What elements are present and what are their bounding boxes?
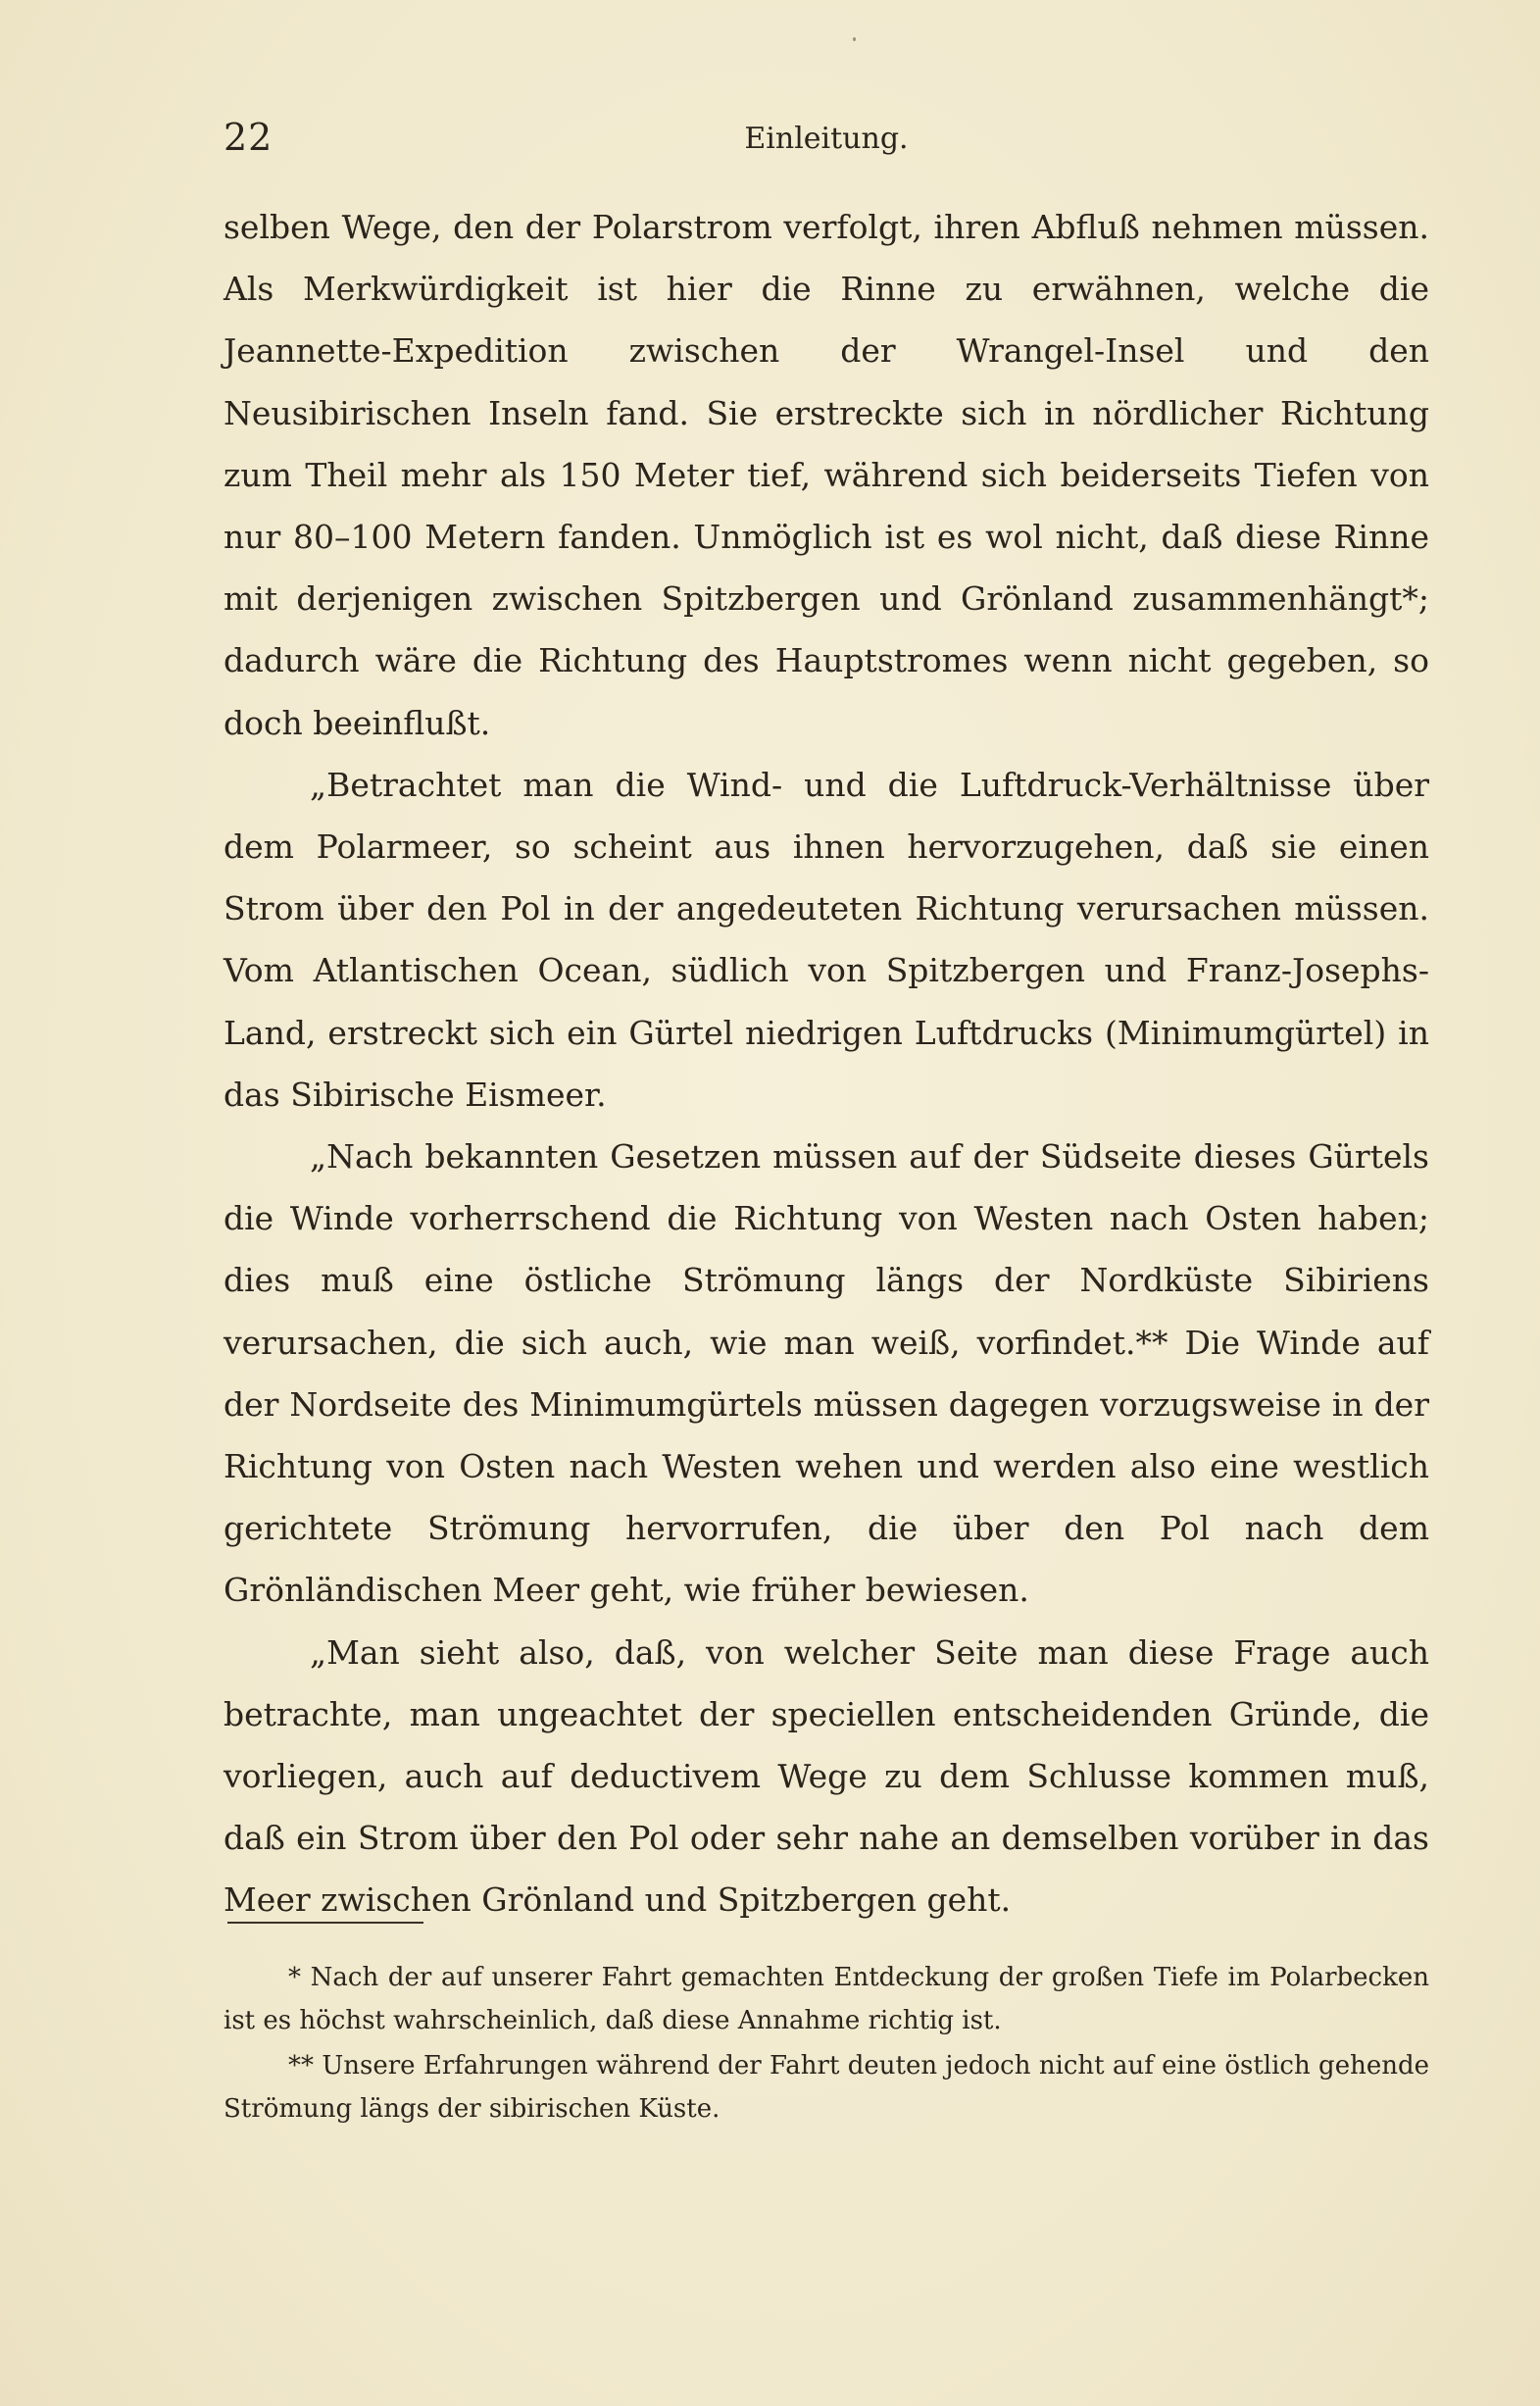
footnotes (224, 1956, 1429, 2132)
paragraph: „Man sieht also, daß, von welcher Seite man diese Frage auch betrachte, man ungeachtet der speciellen entscheidenden Gründe, die vorliegen, auch auf deductivem Wege zu dem Schlusse kommen muß, daß ein Strom über den Pol oder sehr nahe an demselben vorüber in das Meer zwischen Grönland und Spitzbergen geht. (224, 1632, 1429, 1920)
paragraph: selben Wege, den der Polarstrom verfolgt, ihren Abfluß nehmen müssen. Als Merkwürdigkeit ist hier die Rinne zu erwähnen, welche die Jeannette-Expedition zwischen der Wrangel-Insel und den Neusibirischen Inseln fand. Sie erstreckte sich in nördlicher Richtung zum Theil mehr als 150 Meter tief, während sich beiderseits Tiefen von nur 80–100 Metern fanden. Unmöglich ist es wol nicht, daß diese Rinne mit derjenigen zwischen Spitzbergen und Grönland zusammenhängt*; dadurch wäre die Richtung des Hauptstromes wenn nicht gegeben, so doch beeinflußt. (224, 208, 1429, 742)
footnote-divider (227, 1922, 423, 1924)
paragraph: „Betrachtet man die Wind- und die Luftdruck-Verhältnisse über dem Polarmeer, so scheint aus ihnen hervorzugehen, daß sie einen Strom über den Pol in der angedeuteten Richtung verursachen müssen. Vom Atlantischen Ocean, südlich von Spitzbergen und Franz-Josephs-Land, erstreckt sich ein Gürtel niedrigen Luftdrucks (Minimumgürtel) in das Sibirische Eismeer. (224, 765, 1429, 1114)
paper-speck (853, 37, 856, 41)
running-title: Einleitung. (744, 122, 909, 156)
page-number: 22 (224, 116, 273, 159)
footnote: ** Unsere Erfahrungen während der Fahrt deuten jedoch nicht auf eine östlich gehende Strömung längs der sibirischen Küste. (224, 2051, 1429, 2124)
page-header (224, 116, 1429, 165)
body-text (224, 196, 1429, 1931)
paragraph: „Nach bekannten Gesetzen müssen auf der Südseite dieses Gürtels die Winde vorherrschend die Richtung von Westen nach Osten haben; dies muß eine östliche Strömung längs der Nordküste Sibiriens verursachen, die sich auch, wie man weiß, vorfindet.** Die Winde auf der Nordseite des Minimumgürtels müssen dagegen vorzugsweise in der Richtung von Osten nach Westen wehen und werden also eine westlich gerichtete Strömung hervorrufen, die über den Pol nach dem Grönländischen Meer geht, wie früher bewiesen. (224, 1137, 1429, 1610)
footnote: * Nach der auf unserer Fahrt gemachten Entdeckung der großen Tiefe im Polarbecken ist es höchst wahrscheinlich, daß diese Annahme richtig ist. (224, 1963, 1429, 2035)
